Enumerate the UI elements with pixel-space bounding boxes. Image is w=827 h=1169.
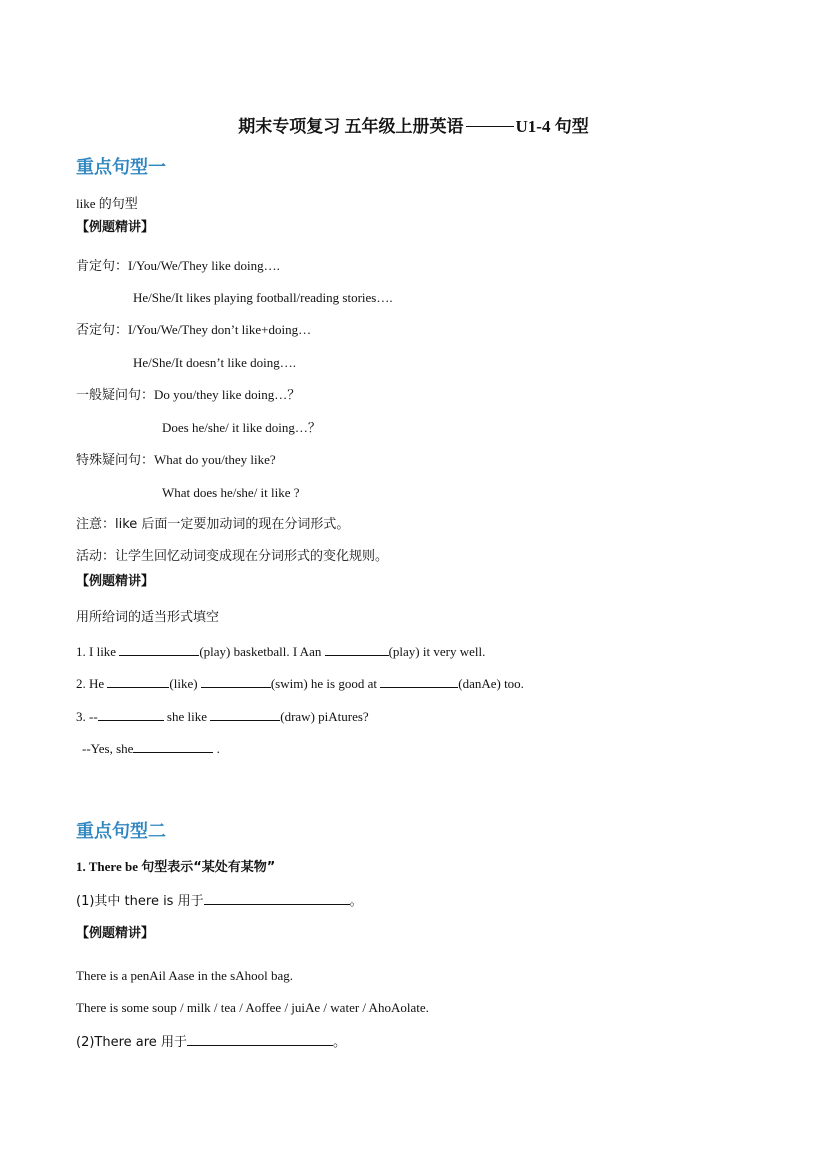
exercise-q2: 2. He (like) (swim) he is good at (danAe) too. (76, 676, 524, 691)
there-be-subheading: 1. There be 句型表示“某处有某物” (76, 859, 276, 875)
section2-heading: 重点句型二 (76, 821, 166, 842)
yes-no-question-line-2: Does he/she/ it like doing…？ (162, 420, 321, 435)
there-are-usage: (2)There are 用于 。 (76, 1035, 346, 1050)
wh-question-line-1: 特殊疑问句：What do you/they like? (76, 452, 276, 468)
fill-blank[interactable] (98, 708, 164, 721)
affirmative-line-1: 肯定句：I/You/We/They like doing…. (76, 258, 280, 274)
example-tag-2: 【例题精讲】 (76, 574, 155, 589)
yes-no-question-line-1: 一般疑问句：Do you/they like doing…？ (76, 387, 301, 403)
fill-blank[interactable] (325, 643, 389, 656)
example-tag-1: 【例题精讲】 (76, 220, 155, 235)
exercise-q3-answer: --Yes, she . (82, 741, 220, 756)
fill-blank[interactable] (119, 643, 199, 656)
negative-line-2: He/She/It doesn’t like doing…. (133, 355, 296, 370)
fill-blank[interactable] (380, 675, 458, 688)
activity-text: 活动：让学生回忆动词变成现在分词形式的变化规则。 (76, 549, 389, 564)
exercise-q3: 3. -- she like (draw) piAtures? (76, 709, 369, 724)
wh-question-line-2: What does he/she/ it like ? (162, 485, 300, 500)
fill-blank[interactable] (201, 675, 271, 688)
fill-blank[interactable] (133, 740, 213, 753)
example-sentence-1: There is a penAil Aase in the sAhool bag. (76, 968, 293, 983)
note-text: 注意：like 后面一定要加动词的现在分词形式。 (76, 517, 350, 532)
document-title: 期末专项复习 五年级上册英语 U1-4 句型 (238, 117, 589, 136)
negative-line-1: 否定句：I/You/We/They don’t like+doing… (76, 322, 312, 338)
section1-intro: like 的句型 (76, 196, 138, 211)
section1-heading: 重点句型一 (76, 157, 166, 178)
example-sentence-2: There is some soup / milk / tea / Aoffee / juiAe / water / AhoAolate. (76, 1000, 429, 1015)
there-is-usage: (1)其中 there is 用于 。 (76, 894, 363, 909)
affirmative-line-2: He/She/It likes playing football/reading stories…. (133, 290, 393, 305)
exercise-instruction: 用所给词的适当形式填空 (76, 610, 220, 625)
exercise-q1: 1. I like (play) basketball. I Aan (play) it very well. (76, 644, 486, 659)
example-tag-3: 【例题精讲】 (76, 926, 155, 941)
fill-blank[interactable] (107, 675, 169, 688)
fill-blank[interactable] (210, 708, 280, 721)
fill-blank[interactable] (204, 892, 350, 905)
fill-blank[interactable] (187, 1033, 333, 1046)
title-dash (466, 126, 514, 127)
